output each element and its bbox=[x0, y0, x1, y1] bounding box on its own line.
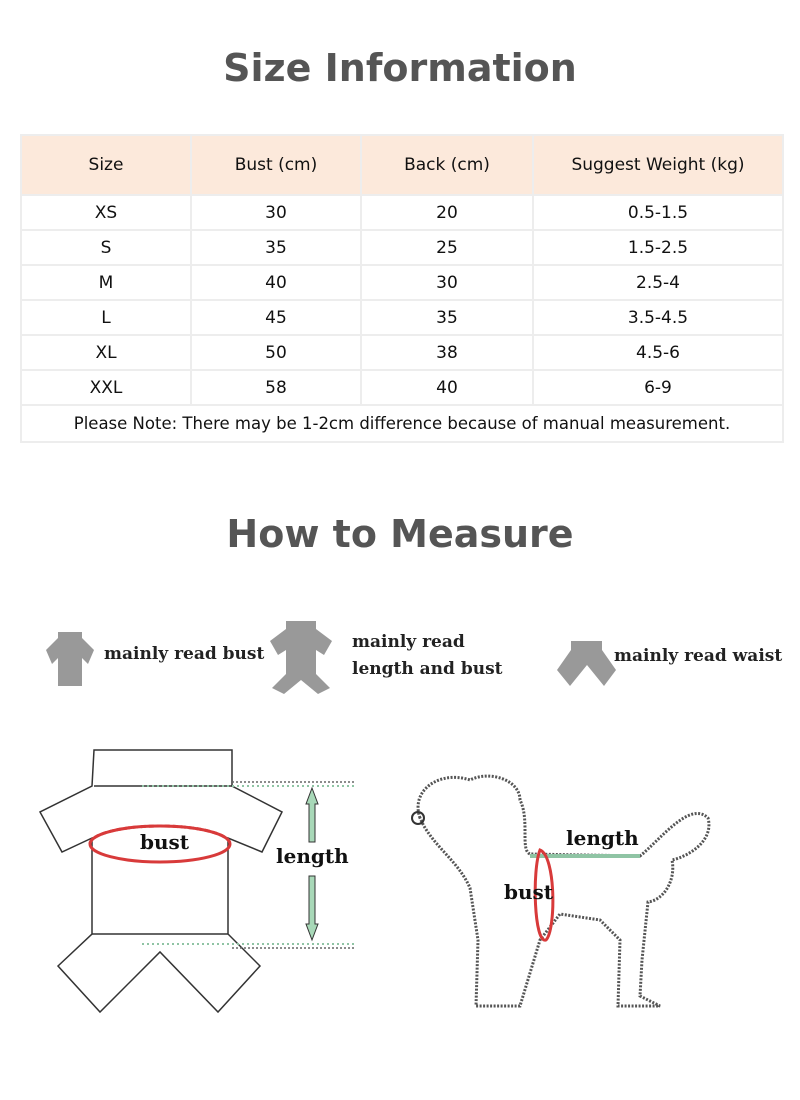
cell-back: 25 bbox=[361, 230, 533, 265]
how-to-measure-title: How to Measure bbox=[226, 512, 574, 556]
dog-length-label: length bbox=[566, 826, 639, 850]
header-back: Back (cm) bbox=[361, 135, 533, 195]
cell-weight: 3.5-4.5 bbox=[533, 300, 783, 335]
cell-size: M bbox=[21, 265, 191, 300]
jumpsuit-length-label: length bbox=[276, 844, 349, 868]
dog-bust-label: bust bbox=[504, 880, 554, 904]
cell-bust: 45 bbox=[191, 300, 361, 335]
header-size: Size bbox=[21, 135, 191, 195]
jumpsuit-outline bbox=[40, 750, 282, 1012]
cell-size: XL bbox=[21, 335, 191, 370]
cell-weight: 2.5-4 bbox=[533, 265, 783, 300]
cell-weight: 0.5-1.5 bbox=[533, 195, 783, 230]
cell-bust: 58 bbox=[191, 370, 361, 405]
cell-size: S bbox=[21, 230, 191, 265]
measurement-note: Please Note: There may be 1-2cm difference because of manual measurement. bbox=[21, 405, 783, 442]
cell-back: 35 bbox=[361, 300, 533, 335]
legend-item-bust: mainly read bust bbox=[104, 644, 265, 664]
size-information-title: Size Information bbox=[223, 46, 577, 90]
legend-item-length-bust-line2: length and bust bbox=[352, 659, 503, 679]
cell-bust: 50 bbox=[191, 335, 361, 370]
legend-item-waist: mainly read waist bbox=[614, 646, 783, 666]
cell-back: 38 bbox=[361, 335, 533, 370]
cell-size: L bbox=[21, 300, 191, 335]
cell-bust: 30 bbox=[191, 195, 361, 230]
cell-size: XS bbox=[21, 195, 191, 230]
jumpsuit-bust-label: bust bbox=[140, 830, 190, 854]
jumpsuit-icon bbox=[270, 621, 332, 694]
cell-back: 30 bbox=[361, 265, 533, 300]
cell-back: 40 bbox=[361, 370, 533, 405]
cell-bust: 40 bbox=[191, 265, 361, 300]
shirt-icon bbox=[46, 632, 94, 686]
pants-icon bbox=[557, 641, 616, 686]
header-weight: Suggest Weight (kg) bbox=[533, 135, 783, 195]
legend-item-length-bust-line1: mainly read bbox=[352, 632, 465, 652]
cell-weight: 1.5-2.5 bbox=[533, 230, 783, 265]
cell-weight: 4.5-6 bbox=[533, 335, 783, 370]
dog-outline bbox=[418, 776, 709, 1006]
cell-size: XXL bbox=[21, 370, 191, 405]
cell-weight: 6-9 bbox=[533, 370, 783, 405]
cell-bust: 35 bbox=[191, 230, 361, 265]
cell-back: 20 bbox=[361, 195, 533, 230]
header-bust: Bust (cm) bbox=[191, 135, 361, 195]
